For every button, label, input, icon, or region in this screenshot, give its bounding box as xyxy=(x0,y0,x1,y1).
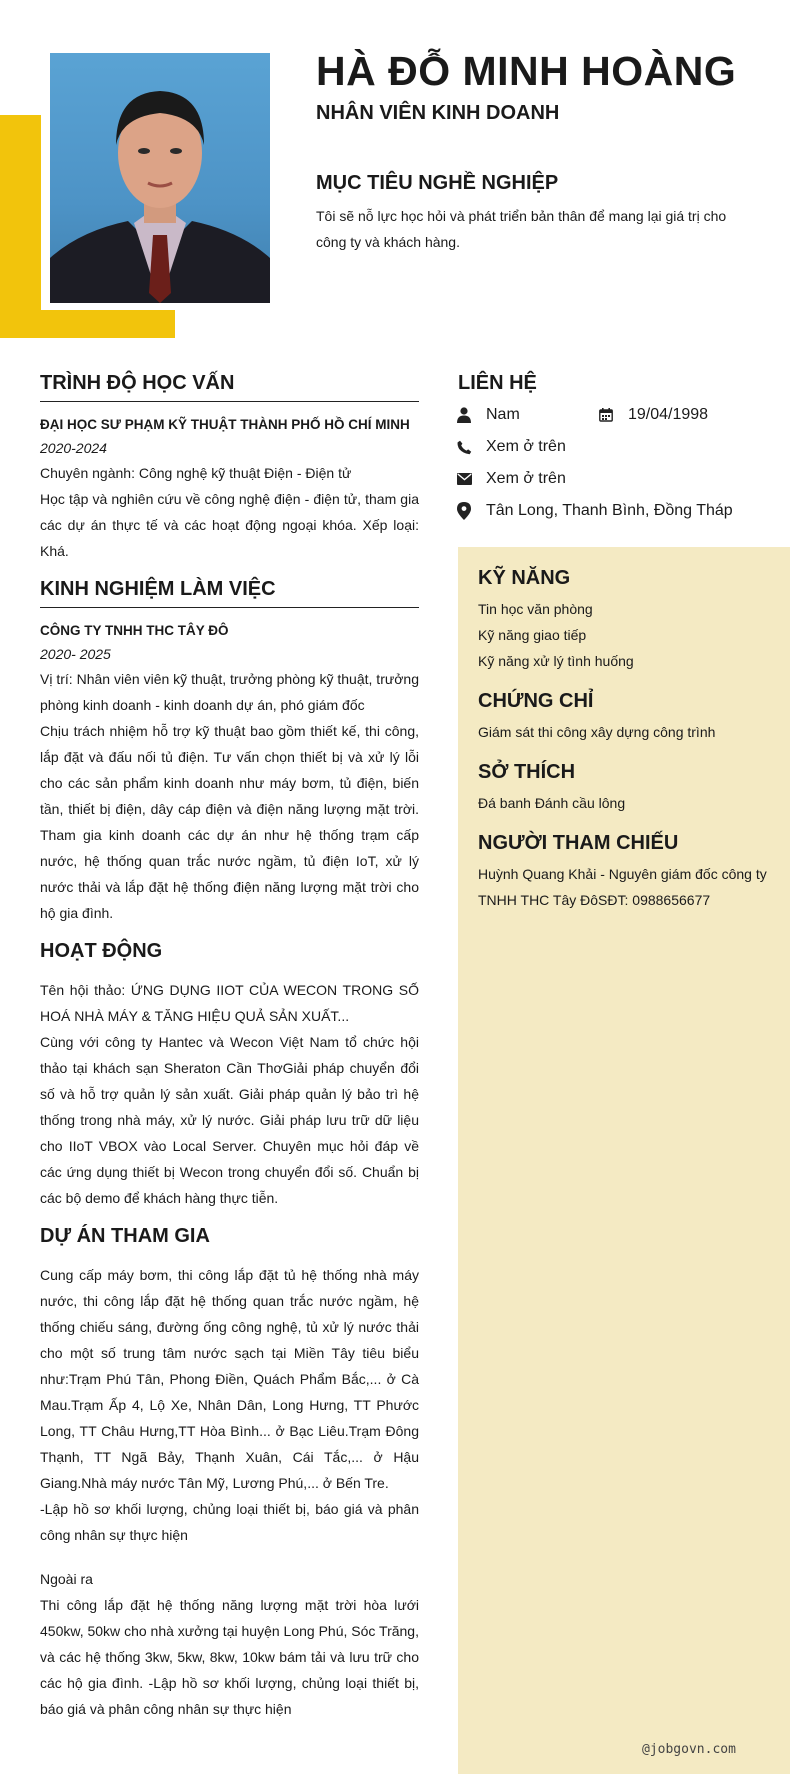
contact-address xyxy=(456,495,733,527)
profile-photo xyxy=(50,53,270,303)
email-icon xyxy=(456,471,472,487)
skill-item: Tin học văn phòng xyxy=(478,601,593,617)
education-heading: TRÌNH ĐỘ HỌC VẤN xyxy=(40,372,419,402)
contact-birthday-value: 19/04/1998 xyxy=(628,406,709,423)
projects-paragraph-1: Cung cấp máy bơm, thi công lắp đặt tủ hệ thống nhà máy nước, thi công lắp đặt hệ thống quan trắc nước ngầm, hệ thống chiếu sáng, đường ống công nghệ, tủ xử lý nước thải cho một số trung tâm nước sạch tại Miền Tây tiêu biểu như:Trạm Phú Tân, Phong Điền, Quách Phẩm Bắc,... ở Cà Mau.Trạm Ấp 4, Lộ Xe, Nhân Dân, Long Hưng, TT Phước Long, TT Châu Hưng,TT Hòa Bình... ở Bạc Liêu.Trạm Đông Thạnh, TT Ngã Bảy, Thạnh Xuân, Cái Tắc,... ở Hậu Giang.Nhà máy nước Tân Mỹ, Lương Phú,... ở Bến Tre. xyxy=(40,1267,419,1491)
projects-heading: DỰ ÁN THAM GIA xyxy=(40,1225,210,1247)
education-school: ĐẠI HỌC SƯ PHẠM KỸ THUẬT THÀNH PHỐ HỒ CHÍ MINH xyxy=(40,417,410,432)
references-text: Huỳnh Quang Khải - Nguyên giám đốc công ty TNHH THC Tây ĐôSĐT: 0988656677 xyxy=(478,866,767,908)
projects-paragraph-4: Thi công lắp đặt hệ thống năng lượng mặt trời hòa lưới 450kw, 50kw cho nhà xưởng tại huyện Long Phú, Sóc Trăng, và các hệ thống 3kw, 5kw, 8kw, 10kw bám tải và lưu trữ cho các hộ gia đình. -Lập hồ sơ khối lượng, chủng loại thiết bị, báo giá và phân công nhân sự thực hiện xyxy=(40,1597,419,1717)
calendar-icon xyxy=(598,407,614,423)
profile-photo-illustration xyxy=(50,53,270,303)
projects-section xyxy=(40,1225,419,1722)
projects-paragraph-3: Ngoài ra xyxy=(40,1571,93,1587)
hobbies-heading: SỞ THÍCH xyxy=(478,761,576,783)
contact-email xyxy=(456,463,566,495)
candidate-name: HÀ ĐỖ MINH HOÀNG xyxy=(316,48,737,94)
contact-gender xyxy=(456,399,520,431)
contact-birthday xyxy=(598,399,708,431)
contact-email-value: Xem ở trên xyxy=(486,470,566,487)
watermark: @jobgovn.com xyxy=(642,1742,736,1757)
phone-icon xyxy=(456,439,472,455)
objective-text: Tôi sẽ nỗ lực học hỏi và phát triển bản thân để mang lại giá trị cho công ty và khách hàng. xyxy=(316,208,727,250)
experience-period: 2020- 2025 xyxy=(40,646,111,662)
education-description: Học tập và nghiên cứu về công nghệ điện - điện tử, tham gia các dự án thực tế và các hoạt động ngoại khóa. Xếp loại: Khá. xyxy=(40,491,419,559)
education-section xyxy=(40,372,419,564)
references-section xyxy=(478,832,768,913)
hobbies-section xyxy=(478,761,768,816)
experience-heading: KINH NGHIỆM LÀM VIỆC xyxy=(40,578,419,608)
contact-phone-value: Xem ở trên xyxy=(486,438,566,455)
references-heading: NGƯỜI THAM CHIẾU xyxy=(478,832,679,854)
activities-title: Tên hội thảo: ỨNG DỤNG IIOT CỦA WECON TRONG SỐ HOÁ NHÀ MÁY & TĂNG HIỆU QUẢ SẢN XUẤT... xyxy=(40,982,419,1024)
education-period: 2020-2024 xyxy=(40,440,107,456)
certificates-heading: CHỨNG CHỈ xyxy=(478,690,594,712)
projects-paragraph-2: -Lập hồ sơ khối lượng, chủng loại thiết bị, báo giá và phân công nhân sự thực hiện xyxy=(40,1501,419,1543)
certificates-section xyxy=(478,690,768,745)
person-icon xyxy=(456,407,472,423)
left-column xyxy=(40,372,419,1722)
contact-gender-value: Nam xyxy=(486,406,520,423)
contact-phone xyxy=(456,431,566,463)
experience-description: Chịu trách nhiệm hỗ trợ kỹ thuật bao gồm thiết kế, thi công, lắp đặt và đấu nối tủ điện. Tư vấn chọn thiết bị và xử lý lỗi cho các sản phẩm kinh doanh như máy bơm, tủ điện, biến tần, thiết bị điện, dây cáp điện và điện năng lượng mặt trời. Tham gia kinh doanh các dự án như hệ thống trạm cấp nước, hệ thống quan trắc nước ngầm, tủ điện IoT, xử lý nước thải và lắp đặt hệ thống điện năng lượng mặt trời cho hộ gia đình. xyxy=(40,723,419,921)
education-major: Chuyên ngành: Công nghệ kỹ thuật Điện - Điện tử xyxy=(40,465,352,481)
activities-section xyxy=(40,940,419,1211)
experience-company: CÔNG TY TNHH THC TÂY ĐÔ xyxy=(40,623,229,638)
skills-section xyxy=(478,567,768,674)
experience-position: Vị trí: Nhân viên viên kỹ thuật, trưởng phòng kỹ thuật, trưởng phòng kinh doanh - kinh doanh dự án, phó giám đốc xyxy=(40,671,419,713)
contact-address-value: Tân Long, Thanh Bình, Đồng Tháp xyxy=(486,502,733,519)
certificate-item: Giám sát thi công xây dựng công trình xyxy=(478,724,716,740)
activities-description: Cùng với công ty Hantec và Wecon Việt Nam tổ chức hội thảo tại khách sạn Sheraton Cần ThơGiải pháp chuyển đổi số và hỗ trợ quản lý sản xuất. Giải pháp quản lý bảo trì hệ thống trong nhà máy, xử lý nước. Giải pháp lưu trữ dữ liệu cho IIoT VBOX vào Local Server. Chuyên mục hỏi đáp về các ứng dụng thiết bị Wecon trong chuyển đổi số. Chuẩn bị các bộ demo để khách hàng thực tiễn. xyxy=(40,1034,419,1206)
job-title: NHÂN VIÊN KINH DOANH xyxy=(316,102,560,124)
skill-item: Kỹ năng xử lý tình huống xyxy=(478,653,634,669)
skills-heading: KỸ NĂNG xyxy=(478,567,571,589)
right-sidebar-panel xyxy=(458,547,790,1774)
location-pin-icon xyxy=(456,503,472,519)
contact-heading: LIÊN HỆ xyxy=(458,372,537,394)
skill-item: Kỹ năng giao tiếp xyxy=(478,627,587,643)
hobbies-text: Đá banh Đánh cầu lông xyxy=(478,795,626,811)
experience-section xyxy=(40,578,419,926)
objective-heading: MỤC TIÊU NGHỀ NGHIỆP xyxy=(316,172,559,194)
activities-heading: HOẠT ĐỘNG xyxy=(40,940,163,962)
